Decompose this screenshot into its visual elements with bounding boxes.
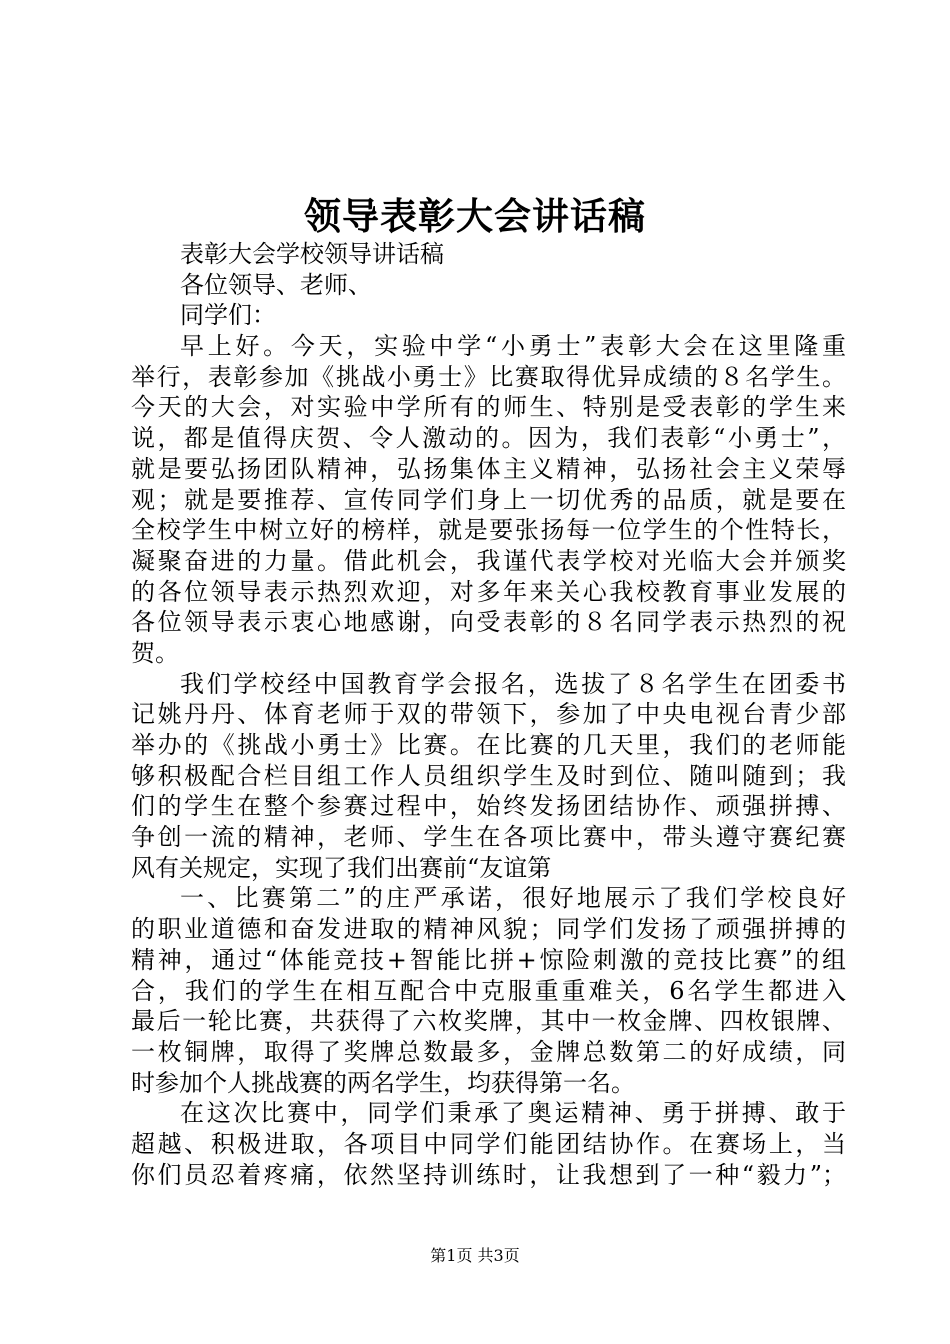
text-line: 表彰大会学校领导讲话稿 [180,240,444,268]
text-line: 精神，通过“体能竞技+智能比拼+惊险刺激的竞技比赛”的组 [131,945,846,974]
text-line: 我们学校经中国教育学会报名，选拔了８名学生在团委书 [180,669,846,698]
document-title: 领导表彰大会讲话稿 [304,194,646,238]
text-line: 一枚铜牌，取得了奖牌总数最多，金牌总数第二的好成绩，同 [131,1037,846,1066]
text-line: 各位领导、老师、 [180,270,372,299]
text-line: 超越、积极进取，各项目中同学们能团结协作。在赛场上，当 [131,1129,846,1158]
text-line: 一、比赛第二”的庄严承诺，很好地展示了我们学校良好 [180,884,846,913]
text-line: 说，都是值得庆贺、令人激动的。因为，我们表彰“小勇士”， [131,424,846,453]
text-line: 的职业道德和奋发进取的精神风貌；同学们发扬了顽强拼搏的 [131,915,846,944]
text-line: 在这次比赛中，同学们秉承了奥运精神、勇于拼搏、敢于 [180,1099,846,1128]
text-line: 全校学生中树立好的榜样，就是要张扬每一位学生的个性特长， [131,516,846,545]
text-line: 们的学生在整个参赛过程中，始终发扬团结协作、顽强拼搏、 [131,792,846,821]
text-line: 合，我们的学生在相互配合中克服重重难关，6名学生都进入 [131,976,846,1005]
text-line: 最后一轮比赛，共获得了六枚奖牌，其中一枚金牌、四枚银牌、 [131,1007,846,1036]
text-line: 你们员忍着疼痛，依然坚持训练时，让我想到了一种“毅力”； [131,1160,846,1189]
text-line: 就是要弘扬团队精神，弘扬集体主义精神，弘扬社会主义荣辱 [131,454,846,483]
text-line: 举办的《挑战小勇士》比赛。在比赛的几天里，我们的老师能 [131,731,846,759]
text-line: 贺。 [131,638,179,667]
text-line: 举行，表彰参加《挑战小勇士》比赛取得优异成绩的８名学生。 [131,362,846,391]
text-line: 凝聚奋进的力量。借此机会，我谨代表学校对光临大会并颁奖 [131,546,846,575]
document-body [131,239,846,1190]
text-line: 风有关规定，实现了我们出赛前“友谊第 [131,853,552,882]
text-line: 时参加个人挑战赛的两名学生，均获得第一名。 [131,1068,635,1097]
text-line: 记姚丹丹、体育老师于双的带领下，参加了中央电视台青少部 [131,700,846,729]
text-line: 争创一流的精神，老师、学生在各项比赛中，带头遵守赛纪赛 [131,823,846,852]
text-line: 同学们： [180,301,276,330]
text-line: 今天的大会，对实验中学所有的师生、特别是受表彰的学生来 [131,393,846,422]
text-line: 早上好。今天，实验中学“小勇士”表彰大会在这里隆重 [180,332,846,361]
text-line: 观；就是要推荐、宣传同学们身上一切优秀的品质，就是要在 [131,485,846,514]
text-line: 够积极配合栏目组工作人员组织学生及时到位、随叫随到；我 [131,761,846,790]
page-footer: 第1页 共3页 [430,1246,520,1265]
text-line: 各位领导表示衷心地感谢，向受表彰的８名同学表示热烈的祝 [131,608,846,637]
text-line: 的各位领导表示热烈欢迎，对多年来关心我校教育事业发展的 [131,577,846,606]
